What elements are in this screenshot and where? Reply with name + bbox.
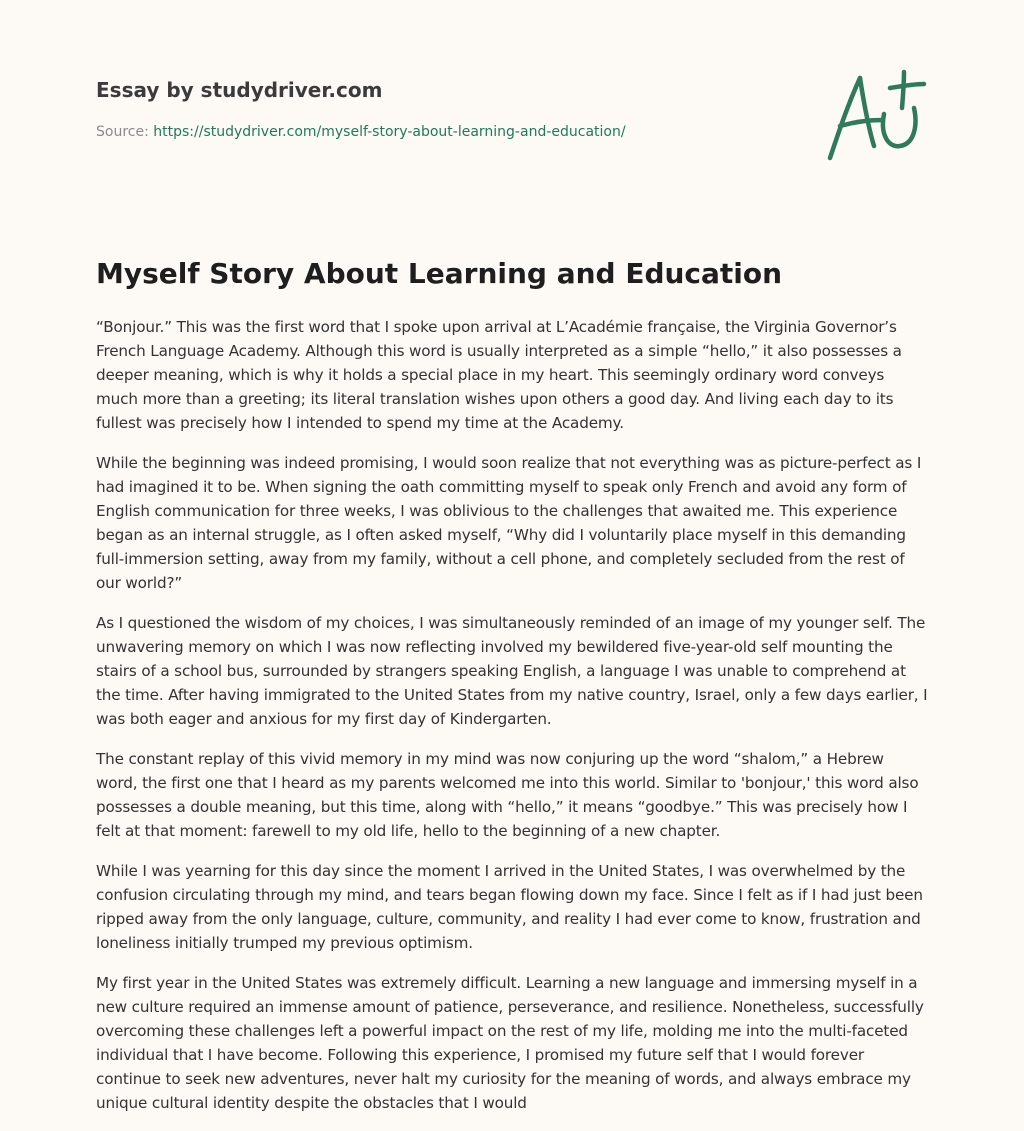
source-line [96, 122, 776, 142]
a-plus-icon [818, 64, 930, 168]
document-body [96, 315, 928, 1131]
essay-header [96, 76, 776, 142]
body-paragraph: While the beginning was indeed promising, I would soon realize that not everything was as picture-perfect as I had imagined it to be. When signing the oath committing myself to speak only French and avoid any form of English communication for three weeks, I was oblivious to the challenges that awaited me. This experience began as an internal struggle, as I often asked myself, “Why did I voluntarily place myself in this demanding full-immersion setting, away from my family, without a cell phone, and completely secluded from the rest of our world?” [96, 454, 922, 592]
body-paragraph: The constant replay of this vivid memory in my mind was now conjuring up the word “shalom,” a Hebrew word, the first one that I heard as my parents welcomed me into this world. Similar to 'bonjour,' this word also possesses a double meaning, but this time, along with “hello,” it means “goodbye.” This was precisely how I felt at that moment: farewell to my old life, hello to the beginning of a new chapter. [96, 750, 919, 840]
source-label: Source: [96, 124, 149, 140]
body-paragraph: “Bonjour.” This was the first word that I spoke upon arrival at L’Académie française, the Virginia Governor’s French Language Academy. Although this word is usually interpreted as a simple “hello,” it also possesses a deeper meaning, which is why it holds a special place in my heart. This seemingly ordinary word conveys much more than a greeting; its literal translation wishes upon others a good day. And living each day to its fullest was precisely how I intended to spend my time at the Academy. [96, 318, 902, 432]
document-title: Myself Story About Learning and Education [96, 257, 783, 290]
body-paragraph: My first year in the United States was extremely difficult. Learning a new language and immersing myself in a new culture required an immense amount of patience, perseverance, and resilience. Nonetheless, successfully overcoming these challenges left a powerful impact on the rest of my life, molding me into the multi-faceted individual that I have become. Following this experience, I promised my future self that I would forever continue to seek new adventures, never halt my curiosity for the meaning of words, and always embrace my unique cultural identity despite the obstacles that I would [96, 974, 924, 1112]
essay-source-heading: Essay by studydriver.com [96, 78, 383, 102]
body-paragraph: As I questioned the wisdom of my choices, I was simultaneously reminded of an image of my younger self. The unwavering memory on which I was now reflecting involved my bewildered five-year-old self mounting the stairs of a school bus, surrounded by strangers speaking English, a language I was unable to comprehend at the time. After having immigrated to the United States from my native country, Israel, only a few days earlier, I was both eager and anxious for my first day of Kindergarten. [96, 614, 928, 728]
source-link[interactable]: https://studydriver.com/myself-story-about-learning-and-education/ [153, 124, 626, 140]
body-paragraph: While I was yearning for this day since the moment I arrived in the United States, I was overwhelmed by the confusion circulating through my mind, and tears began flowing down my face. Since I felt as if I had just been ripped away from the only language, culture, community, and reality I had ever come to know, frustration and loneliness initially trumped my previous optimism. [96, 862, 923, 952]
